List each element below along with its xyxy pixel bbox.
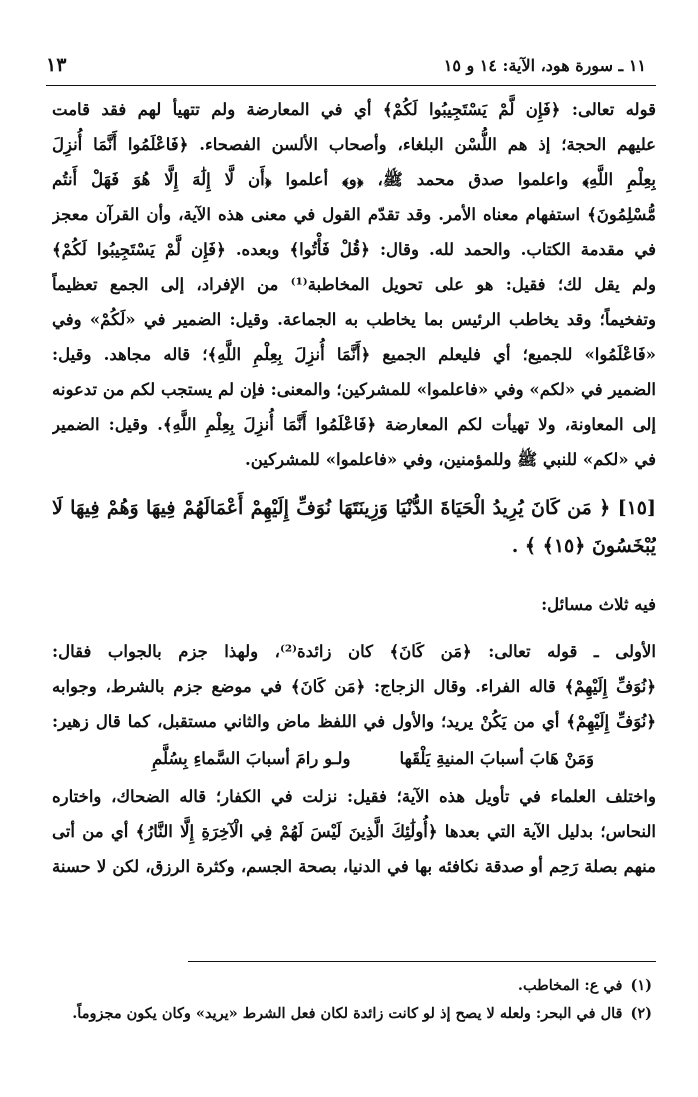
- poetry-first-hemistich: وَمَنْ هَابَ أسبابَ المنيةِ يَلْقَها: [399, 749, 594, 768]
- verse-line: يُبْخَسُونَ ﴿١٥﴾ ﴾ .: [511, 535, 656, 557]
- footnote-mark: (٢): [630, 1005, 652, 1022]
- verse-line: [١٥] ﴿ مَن كَانَ يُرِيدُ الْحَيَاةَ الدُّنْيَا وَزِينَتَهَا نُوَفِّ إِلَيْهِمْ أَعْمَالَهُمْ فِيهَا وَهُمْ فِيهَا لَا: [52, 497, 656, 519]
- footnote: [48, 1000, 652, 1028]
- text-line: في «لكم» للنبي ﷺ وللمؤمنين، وفي «فاعلموا» للمشركين.: [244, 450, 656, 469]
- footnote-text: قال في البحر: ولعله لا يصح إذ لو كانت زائدة لكان فعل الشرط «يريد» وكان يكون مجزوماً.: [72, 1005, 623, 1022]
- main-text: [52, 92, 656, 884]
- text-line: الأولى ـ قوله تعالى: ﴿مَن كَانَ﴾ كان زائدة⁽²⁾، ولهذا جزم بالجواب فقال:: [52, 642, 656, 661]
- section-heading: فيه ثلاث مسائل:: [541, 595, 656, 614]
- running-header: [46, 54, 646, 84]
- text-line: واختلف العلماء في تأويل هذه الآية؛ فقيل: نزلت في الكفار؛ قاله الضحاك، واختاره: [52, 787, 656, 806]
- header-divider: [46, 85, 656, 86]
- text-line: وتفخيماً؛ وقد يخاطب الرئيس بما يخاطب به الجماعة. وقيل: الضمير في «لَكُمْ» وفي: [52, 310, 656, 329]
- footnote: [48, 972, 652, 1000]
- text-line: ﴿نُوَفِّ إِلَيْهِمْ﴾ قاله الفراء. وقال الزجاج: ﴿مَن كَانَ﴾ في موضع جزم بالشرط، وجوابه: [52, 677, 656, 696]
- footnotes: [48, 972, 652, 1028]
- text-line: الضمير في «لكم» وفي «فاعلموا» للمشركين؛ والمعنى: فإن لم يستجب لكم من تدعونه: [52, 380, 656, 399]
- text-line: النحاس؛ بدليل الآية التي بعدها ﴿أُولَٰئِكَ الَّذِينَ لَيْسَ لَهُمْ فِي الْآخِرَةِ إِلَّا النَّارُ﴾ أي من أتى: [52, 822, 656, 841]
- text-line: عليهم الحجة؛ إذ هم اللُّسْن البلغاء، وأصحاب الألسن الفصحاء. ﴿فَاعْلَمُوا أَنَّمَا أُنزِلَ: [52, 135, 656, 154]
- text-line: بِعِلْمِ اللَّهِ﴾ واعلموا صدق محمد ﷺ، ﴿و﴾ أعلموا ﴿أَن لَّا إِلَٰهَ إِلَّا هُوَ فَهَلْ أَنتُم: [52, 170, 656, 189]
- footnote-text: في ع: المخاطب.: [517, 977, 623, 994]
- text-line: منهم بصلة رَحِم أو صدقة نكافئه بها في الدنيا، بصحة الجسم، وكثرة الرزق، لكن لا حسنة: [52, 857, 656, 876]
- text-line: إلى المعاونة، ولا تهيأت لكم المعارضة ﴿فَاعْلَمُوا أَنَّمَا أُنزِلَ بِعِلْمِ اللَّهِ﴾. وقيل: الضمير: [52, 415, 656, 434]
- header-title: ١١ ـ سورة هود، الآية: ١٤ و ١٥: [443, 56, 646, 75]
- text-line: ولم يقل لك؛ فقيل: هو على تحويل المخاطبة⁽¹⁾ من الإفراد، إلى الجمع تعظيماً: [52, 275, 656, 294]
- text-line: مُّسْلِمُونَ﴾ استفهام معناه الأمر. وقد تقدّم القول في معنى هذه الآية، وأن القرآن معجز: [52, 205, 656, 224]
- page-number: ١٣: [46, 54, 67, 76]
- text-line: قوله تعالى: ﴿فَإِن لَّمْ يَسْتَجِيبُوا لَكُمْ﴾ أي في المعارضة ولم تتهيأ لهم فقد قامت: [52, 100, 656, 119]
- footnote-divider: [188, 961, 656, 962]
- text-line: «فَاعْلَمُوا» للجميع؛ أي فليعلم الجميع ﴿أَنَّمَا أُنزِلَ بِعِلْمِ اللَّهِ﴾؛ قاله مجاهد. وقيل:: [52, 345, 656, 364]
- text-line: في مقدمة الكتاب. والحمد لله. وقال: ﴿قُلْ فَأْتُوا﴾ وبعده. ﴿فَإِن لَّمْ يَسْتَجِيبُوا لَكُمْ﴾: [52, 240, 656, 259]
- text-line: ﴿نُوَفِّ إِلَيْهِمْ﴾ أي من يَكُنْ يريد؛ والأول في اللفظ ماض والثاني مستقبل، كما قال زهير:: [52, 712, 656, 731]
- footnote-mark: (١): [630, 977, 652, 994]
- poetry-second-hemistich: ولـو رامَ أسبابَ السَّماءِ بِسُلَّمِ: [152, 749, 351, 768]
- poetry-verse: [52, 739, 656, 779]
